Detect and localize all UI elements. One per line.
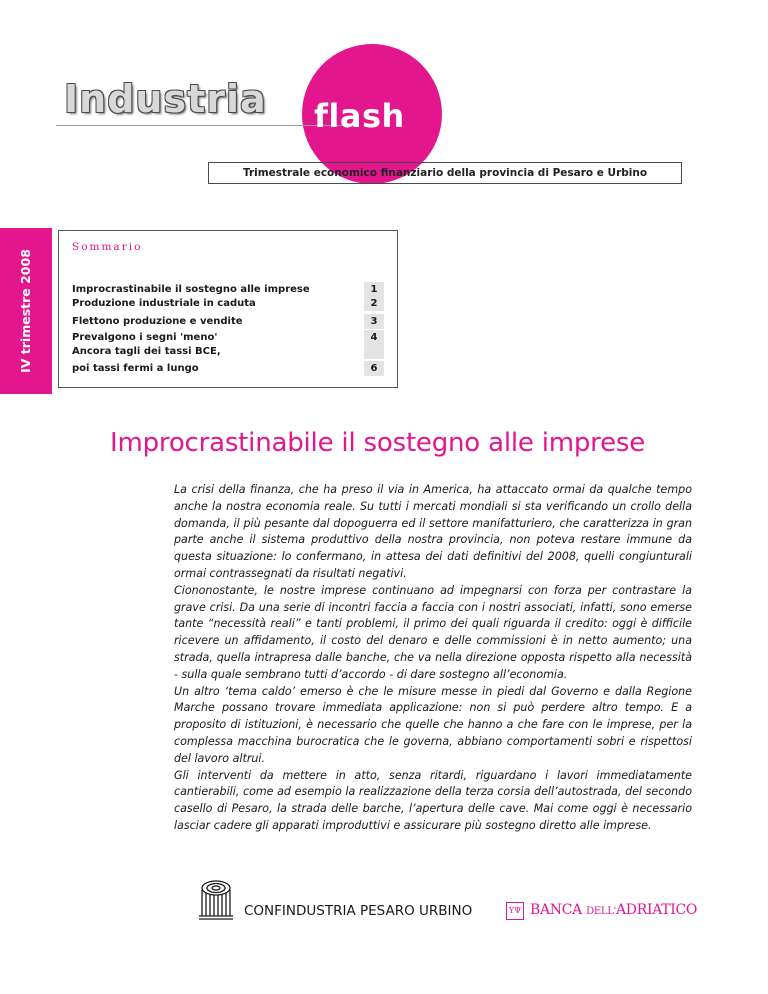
bank-name-part2: DELL': [586, 906, 616, 917]
toc-item-page: 1: [364, 282, 384, 297]
toc-item-label: Improcrastinabile il sostegno alle imprese: [72, 284, 310, 295]
article-paragraph: Un altro ‘tema caldo’ emerso è che le misure messe in piedi dal Governo e dalla Regione Marche possano trovare immediata applicazione: non si può perdere altro tempo. E a proposito di istituzioni, è necessario che quelle che hanno a che fare con le imprese, per la complessa macchina burocratica che le governa, abbiano comportamenti sobri e rispettosi del lavoro altrui.: [174, 684, 692, 765]
toc-heading: Sommario: [72, 241, 143, 253]
masthead-subtitle: [208, 162, 682, 184]
toc-item-page: 3: [364, 314, 384, 329]
masthead-title: Industria: [64, 77, 267, 121]
toc-item[interactable]: [72, 344, 384, 360]
toc-item-page: 6: [364, 361, 384, 376]
toc-item[interactable]: [72, 361, 384, 377]
masthead-rule: [56, 125, 356, 126]
toc-item-page: [364, 344, 384, 359]
toc-item[interactable]: [72, 296, 384, 312]
masthead-title-accent: flash: [314, 97, 405, 135]
toc-item-label: Produzione industriale in caduta: [72, 298, 256, 309]
issue-label: IV trimestre 2008: [18, 249, 33, 373]
article-paragraph: Gli interventi da mettere in atto, senza ritardi, riguardano i lavori immediatamente cantierabili, come ad esempio la realizzazione della terza corsia dell’autostrada, del secondo casello di Pesaro, la strada delle barche, l’apertura delle cave. Mai come oggi è necessario lasciar cadere gli apparati improduttivi e assicurare più sostegno diretto alle imprese.: [174, 768, 692, 832]
bank-name-part3: ADRIATICO: [616, 902, 698, 918]
bank-name: [530, 902, 697, 918]
toc-item-label: Ancora tagli dei tassi BCE,: [72, 346, 221, 357]
subtitle-text: Trimestrale economico finanziario della provincia di Pesaro e Urbino: [242, 167, 648, 179]
toc-item-page: 4: [364, 330, 384, 345]
toc-item-label: Flettono produzione e vendite: [72, 316, 243, 327]
toc-item[interactable]: [72, 314, 384, 330]
bank-name-part1: BANCA: [530, 902, 582, 918]
toc-item-label: Prevalgono i segni 'meno': [72, 332, 218, 343]
bank-logo-letters: ΥΨ: [508, 906, 522, 915]
toc-item-label: poi tassi fermi a lungo: [72, 363, 199, 374]
confindustria-logo-icon: [194, 878, 238, 920]
bank-logo-icon: [506, 902, 524, 920]
article-title: Improcrastinabile il sostegno alle imprese: [110, 428, 646, 458]
article-paragraph: Ciononostante, le nostre imprese continuano ad impegnarsi con forza per contrastare la grave crisi. Da una serie di incontri faccia a faccia con i nostri associati, infatti, sono emerse tante “necessità reali” e tanti problemi, il primo dei quali riguarda il credito: oggi è difficile ricevere un affidamento, il costo del denaro e delle commissioni è in netto aumento; una strada, quella intrapresa dalle banche, che va nella direzione opposta rispetto alla necessità - sulla quale sembrano tutti d’accordo - di dare sostegno all’economia.: [174, 583, 692, 681]
toc-item-page: 2: [364, 296, 384, 311]
article-paragraph: La crisi della finanza, che ha preso il via in America, ha attaccato ormai da qualche tempo anche la nostra economia reale. Su tutti i mercati mondiali si sta verificando un crollo della domanda, il più pesante dal dopoguerra ed il settore manifatturiero, che caratterizza in gran parte anche il sistema produttivo della nostra provincia, non poteva restare immune da questa situazione: lo confermano, in attesa dei dati definitivi del 2008, quelli congiunturali ormai contrassegnati da risultati negativi.: [174, 483, 692, 580]
article-body: [174, 482, 692, 835]
confindustria-name: CONFINDUSTRIA PESARO URBINO: [244, 903, 473, 919]
